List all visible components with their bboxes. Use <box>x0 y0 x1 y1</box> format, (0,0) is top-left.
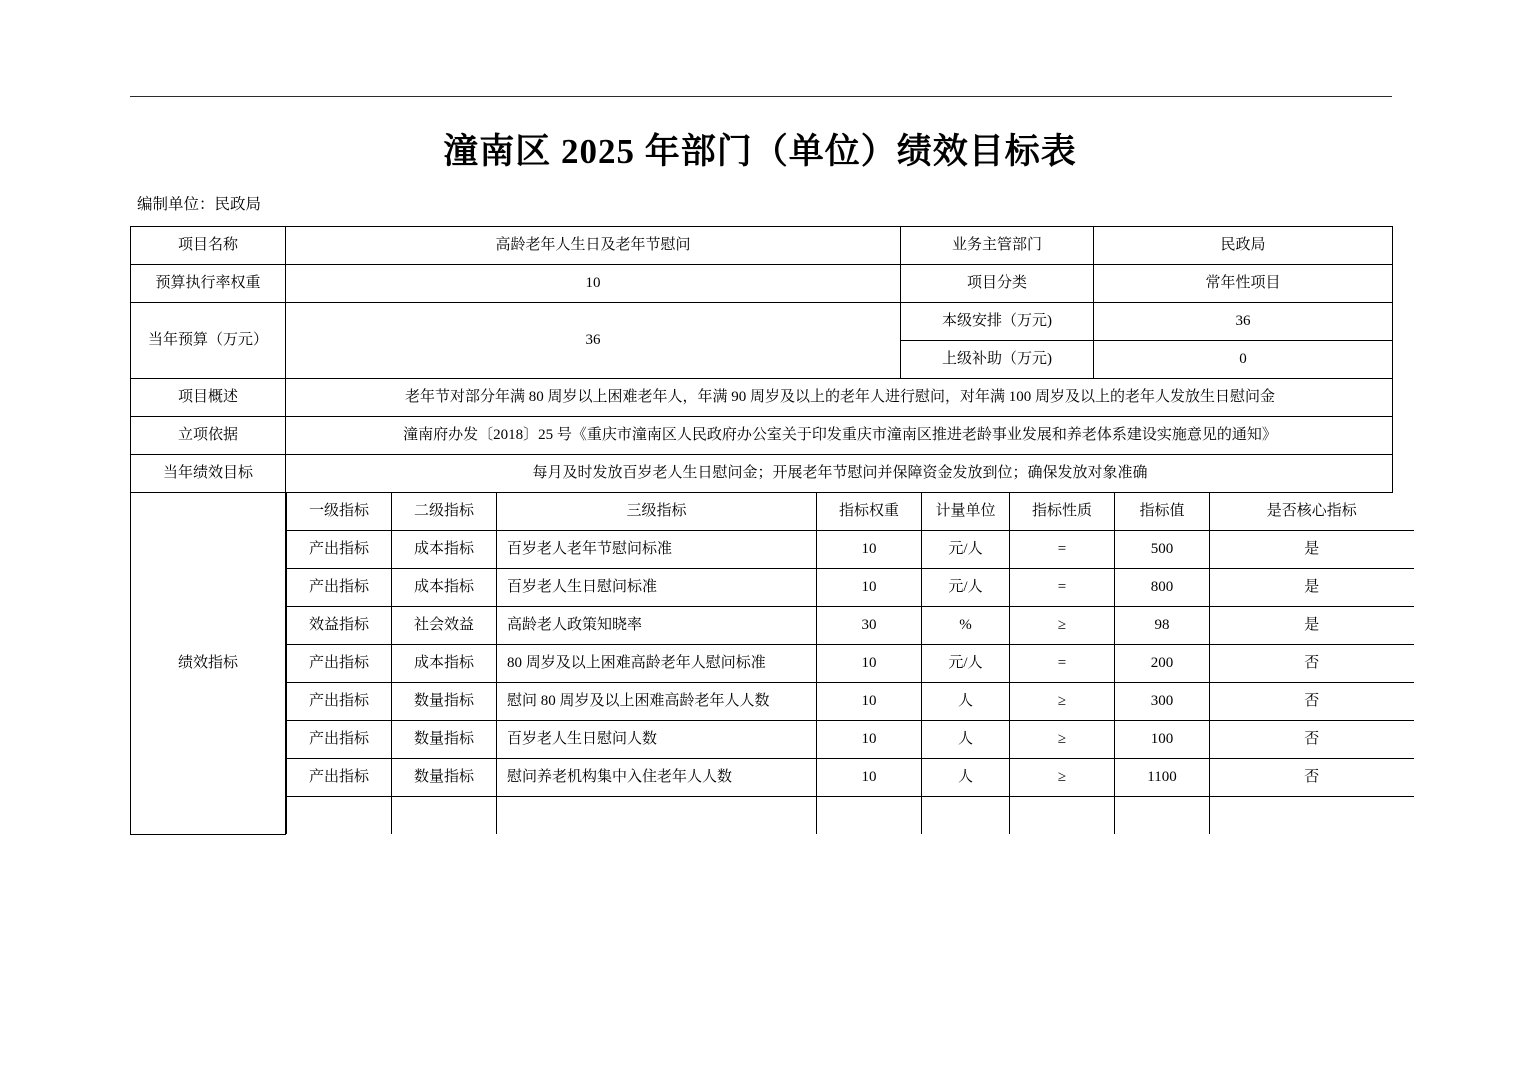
cell-level2: 成本指标 <box>392 569 497 607</box>
header-rule <box>130 96 1392 97</box>
cell-unit: % <box>922 607 1010 645</box>
exec-weight-value: 10 <box>286 265 901 303</box>
cell-value: 98 <box>1115 607 1210 645</box>
cell-unit: 元/人 <box>922 645 1010 683</box>
row-basis <box>131 417 1393 455</box>
cell-unit: 人 <box>922 683 1010 721</box>
cell-unit: 人 <box>922 721 1010 759</box>
indicators-header-row <box>287 493 1414 531</box>
cell-value: 200 <box>1115 645 1210 683</box>
cell-unit: 元/人 <box>922 569 1010 607</box>
cell-weight: 10 <box>817 569 922 607</box>
cell-level1: 产出指标 <box>287 569 392 607</box>
cell-level3: 高龄老人政策知晓率 <box>497 607 817 645</box>
cell-nature: ≥ <box>1010 607 1115 645</box>
cell-value: 1100 <box>1115 759 1210 797</box>
cell-level2: 成本指标 <box>392 531 497 569</box>
table-row <box>287 531 1414 569</box>
cell-level1: 产出指标 <box>287 531 392 569</box>
cell-core: 是 <box>1210 607 1414 645</box>
cell-level3: 百岁老人生日慰问人数 <box>497 721 817 759</box>
indicators-section-label: 绩效指标 <box>131 493 286 835</box>
cell-weight: 30 <box>817 607 922 645</box>
header-nature: 指标性质 <box>1010 493 1115 531</box>
table-row <box>287 759 1414 797</box>
cell-level2 <box>392 797 497 835</box>
header-unit: 计量单位 <box>922 493 1010 531</box>
cell-level2: 社会效益 <box>392 607 497 645</box>
cell-weight: 10 <box>817 531 922 569</box>
table-row <box>287 683 1414 721</box>
cell-level1: 产出指标 <box>287 683 392 721</box>
cell-value <box>1115 797 1210 835</box>
table-row <box>287 607 1414 645</box>
local-arrangement-label: 本级安排（万元) <box>901 303 1094 341</box>
cell-core: 是 <box>1210 569 1414 607</box>
exec-weight-label: 预算执行率权重 <box>131 265 286 303</box>
cell-level1: 产出指标 <box>287 645 392 683</box>
upper-subsidy-value: 0 <box>1094 341 1393 379</box>
row-year-goal <box>131 455 1393 493</box>
cell-level2: 数量指标 <box>392 683 497 721</box>
budget-value: 36 <box>286 303 901 379</box>
overview-label: 项目概述 <box>131 379 286 417</box>
basis-value: 潼南府办发〔2018〕25 号《重庆市潼南区人民政府办公室关于印发重庆市潼南区推进老龄事业发展和养老体系建设实施意见的通知》 <box>286 417 1393 455</box>
cell-nature: ≥ <box>1010 683 1115 721</box>
row-local-arrangement <box>131 303 1393 341</box>
cell-level3: 80 周岁及以上困难高龄老年人慰问标准 <box>497 645 817 683</box>
header-core: 是否核心指标 <box>1210 493 1414 531</box>
header-level3: 三级指标 <box>497 493 817 531</box>
local-arrangement-value: 36 <box>1094 303 1393 341</box>
cell-level3: 百岁老人老年节慰问标准 <box>497 531 817 569</box>
row-overview <box>131 379 1393 417</box>
upper-subsidy-label: 上级补助（万元) <box>901 341 1094 379</box>
cell-value: 300 <box>1115 683 1210 721</box>
year-goal-value: 每月及时发放百岁老人生日慰问金；开展老年节慰问并保障资金发放到位；确保发放对象准确 <box>286 455 1393 493</box>
cell-weight: 10 <box>817 645 922 683</box>
cell-value: 800 <box>1115 569 1210 607</box>
table-row <box>287 797 1414 835</box>
table-row <box>287 569 1414 607</box>
category-label: 项目分类 <box>901 265 1094 303</box>
category-value: 常年性项目 <box>1094 265 1393 303</box>
cell-value: 100 <box>1115 721 1210 759</box>
year-goal-label: 当年绩效目标 <box>131 455 286 493</box>
header-value: 指标值 <box>1115 493 1210 531</box>
performance-goal-table <box>130 226 1393 835</box>
cell-core: 否 <box>1210 683 1414 721</box>
cell-level1 <box>287 797 392 835</box>
dept-label: 业务主管部门 <box>901 227 1094 265</box>
cell-level2: 成本指标 <box>392 645 497 683</box>
cell-nature: = <box>1010 645 1115 683</box>
table-row <box>287 721 1414 759</box>
preparing-unit-label: 编制单位：民政局 <box>137 196 262 213</box>
cell-core: 否 <box>1210 645 1414 683</box>
cell-core: 否 <box>1210 721 1414 759</box>
cell-unit: 人 <box>922 759 1010 797</box>
project-name-label: 项目名称 <box>131 227 286 265</box>
row-exec-weight <box>131 265 1393 303</box>
cell-nature: = <box>1010 569 1115 607</box>
project-name-value: 高龄老年人生日及老年节慰问 <box>286 227 901 265</box>
indicators-table <box>286 493 1414 834</box>
cell-level1: 效益指标 <box>287 607 392 645</box>
cell-level3: 慰问 80 周岁及以上困难高龄老年人人数 <box>497 683 817 721</box>
dept-value: 民政局 <box>1094 227 1393 265</box>
cell-unit: 元/人 <box>922 531 1010 569</box>
cell-core: 是 <box>1210 531 1414 569</box>
basis-label: 立项依据 <box>131 417 286 455</box>
cell-nature: = <box>1010 531 1115 569</box>
cell-nature <box>1010 797 1115 835</box>
header-weight: 指标权重 <box>817 493 922 531</box>
cell-core: 否 <box>1210 759 1414 797</box>
cell-nature: ≥ <box>1010 759 1115 797</box>
overview-value: 老年节对部分年满 80 周岁以上困难老年人，年满 90 周岁及以上的老年人进行慰问，对年满 100 周岁及以上的老年人发放生日慰问金 <box>286 379 1393 417</box>
cell-level3: 百岁老人生日慰问标准 <box>497 569 817 607</box>
header-level1: 一级指标 <box>287 493 392 531</box>
row-indicators <box>131 493 1393 835</box>
cell-weight: 10 <box>817 683 922 721</box>
cell-nature: ≥ <box>1010 721 1115 759</box>
cell-level3 <box>497 797 817 835</box>
page-title: 潼南区 2025 年部门（单位）绩效目标表 <box>443 132 1077 171</box>
row-project-name <box>131 227 1393 265</box>
table-row <box>287 645 1414 683</box>
cell-unit <box>922 797 1010 835</box>
cell-weight <box>817 797 922 835</box>
budget-label: 当年预算（万元） <box>131 303 286 379</box>
cell-level3: 慰问养老机构集中入住老年人人数 <box>497 759 817 797</box>
indicators-container <box>286 493 1393 835</box>
cell-weight: 10 <box>817 721 922 759</box>
header-level2: 二级指标 <box>392 493 497 531</box>
cell-level1: 产出指标 <box>287 721 392 759</box>
cell-weight: 10 <box>817 759 922 797</box>
cell-level2: 数量指标 <box>392 759 497 797</box>
cell-value: 500 <box>1115 531 1210 569</box>
cell-level1: 产出指标 <box>287 759 392 797</box>
cell-core <box>1210 797 1414 835</box>
cell-level2: 数量指标 <box>392 721 497 759</box>
